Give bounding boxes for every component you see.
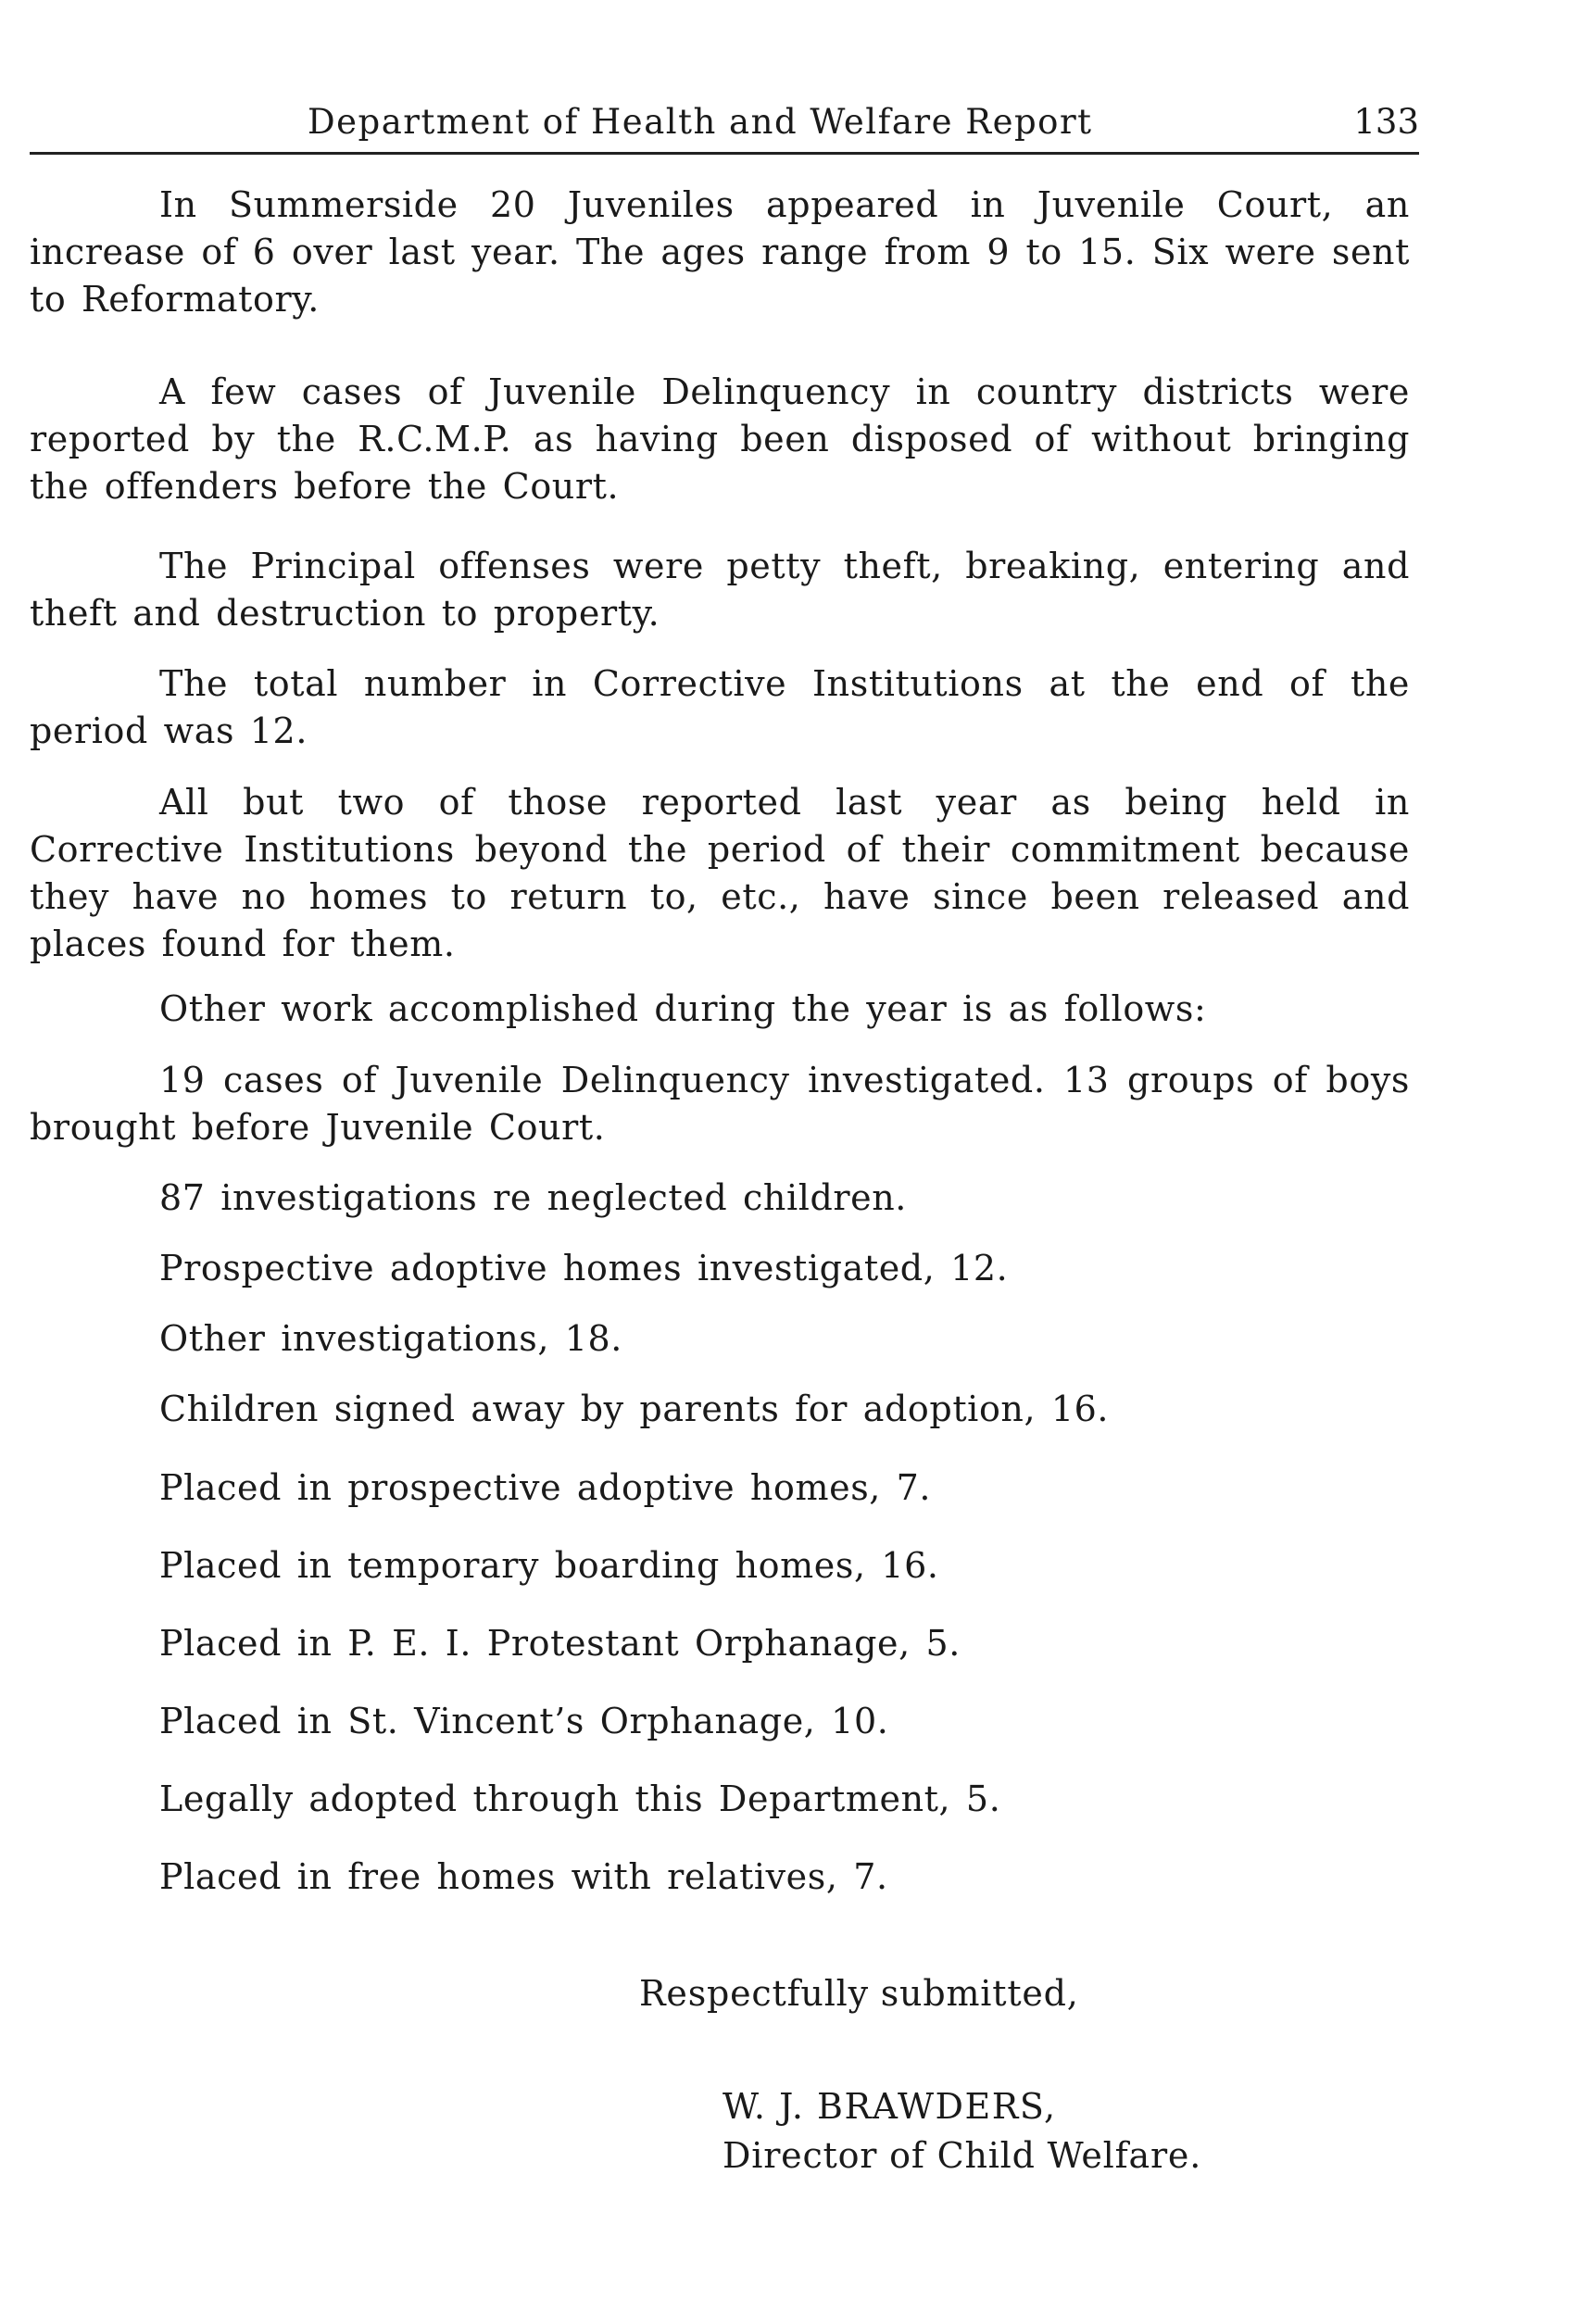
list-item: Prospective adoptive homes investigated, 12. xyxy=(159,1248,1009,1288)
paragraph-principal-offenses: The Principal offenses were petty theft, breaking, entering and theft and destruction to property. xyxy=(30,546,1410,634)
list-item: Placed in free homes with relatives, 7. xyxy=(159,1856,888,1897)
paragraph-released: All but two of those reported last year as being held in Corrective Institutions beyond the period of their commitment because they have no homes to return to, etc., have since been released and places found for them. xyxy=(30,782,1410,964)
list-item: Children signed away by parents for adoption, 16. xyxy=(159,1389,1110,1429)
list-item: 87 investigations re neglected children. xyxy=(159,1177,907,1218)
paragraph-delinquency-cases: 19 cases of Juvenile Delinquency investigated. 13 groups of boys brought before Juvenile Court. xyxy=(30,1060,1410,1148)
page-number: 133 xyxy=(1353,102,1419,142)
signatory-name: W. J. BRAWDERS, xyxy=(723,2086,1057,2127)
list-item: Placed in temporary boarding homes, 16. xyxy=(159,1545,939,1586)
header-title: Department of Health and Welfare Report xyxy=(308,102,1093,142)
paragraph-corrective-total: The total number in Corrective Institutions at the end of the period was 12. xyxy=(30,663,1410,751)
list-item: Legally adopted through this Department, 5. xyxy=(159,1778,1001,1819)
paragraph-other-work: Other work accomplished during the year is as follows: xyxy=(159,988,1207,1029)
list-item: Other investigations, 18. xyxy=(159,1318,622,1359)
list-item: Placed in St. Vincent’s Orphanage, 10. xyxy=(159,1701,889,1741)
list-item: Placed in prospective adoptive homes, 7. xyxy=(159,1467,932,1508)
list-item: Placed in P. E. I. Protestant Orphanage, 5. xyxy=(159,1623,961,1664)
paragraph-summerside: In Summerside 20 Juveniles appeared in Juvenile Court, an increase of 6 over last year. The ages range from 9 to 15. Six were sent to Reformatory. xyxy=(30,184,1410,320)
closing-line: Respectfully submitted, xyxy=(639,1973,1079,2014)
page-header xyxy=(30,100,1419,155)
signatory-title: Director of Child Welfare. xyxy=(723,2135,1202,2176)
paragraph-country-districts: A few cases of Juvenile Delinquency in country districts were reported by the R.C.M.P. as having been disposed of without bringing the offenders before the Court. xyxy=(30,371,1410,507)
